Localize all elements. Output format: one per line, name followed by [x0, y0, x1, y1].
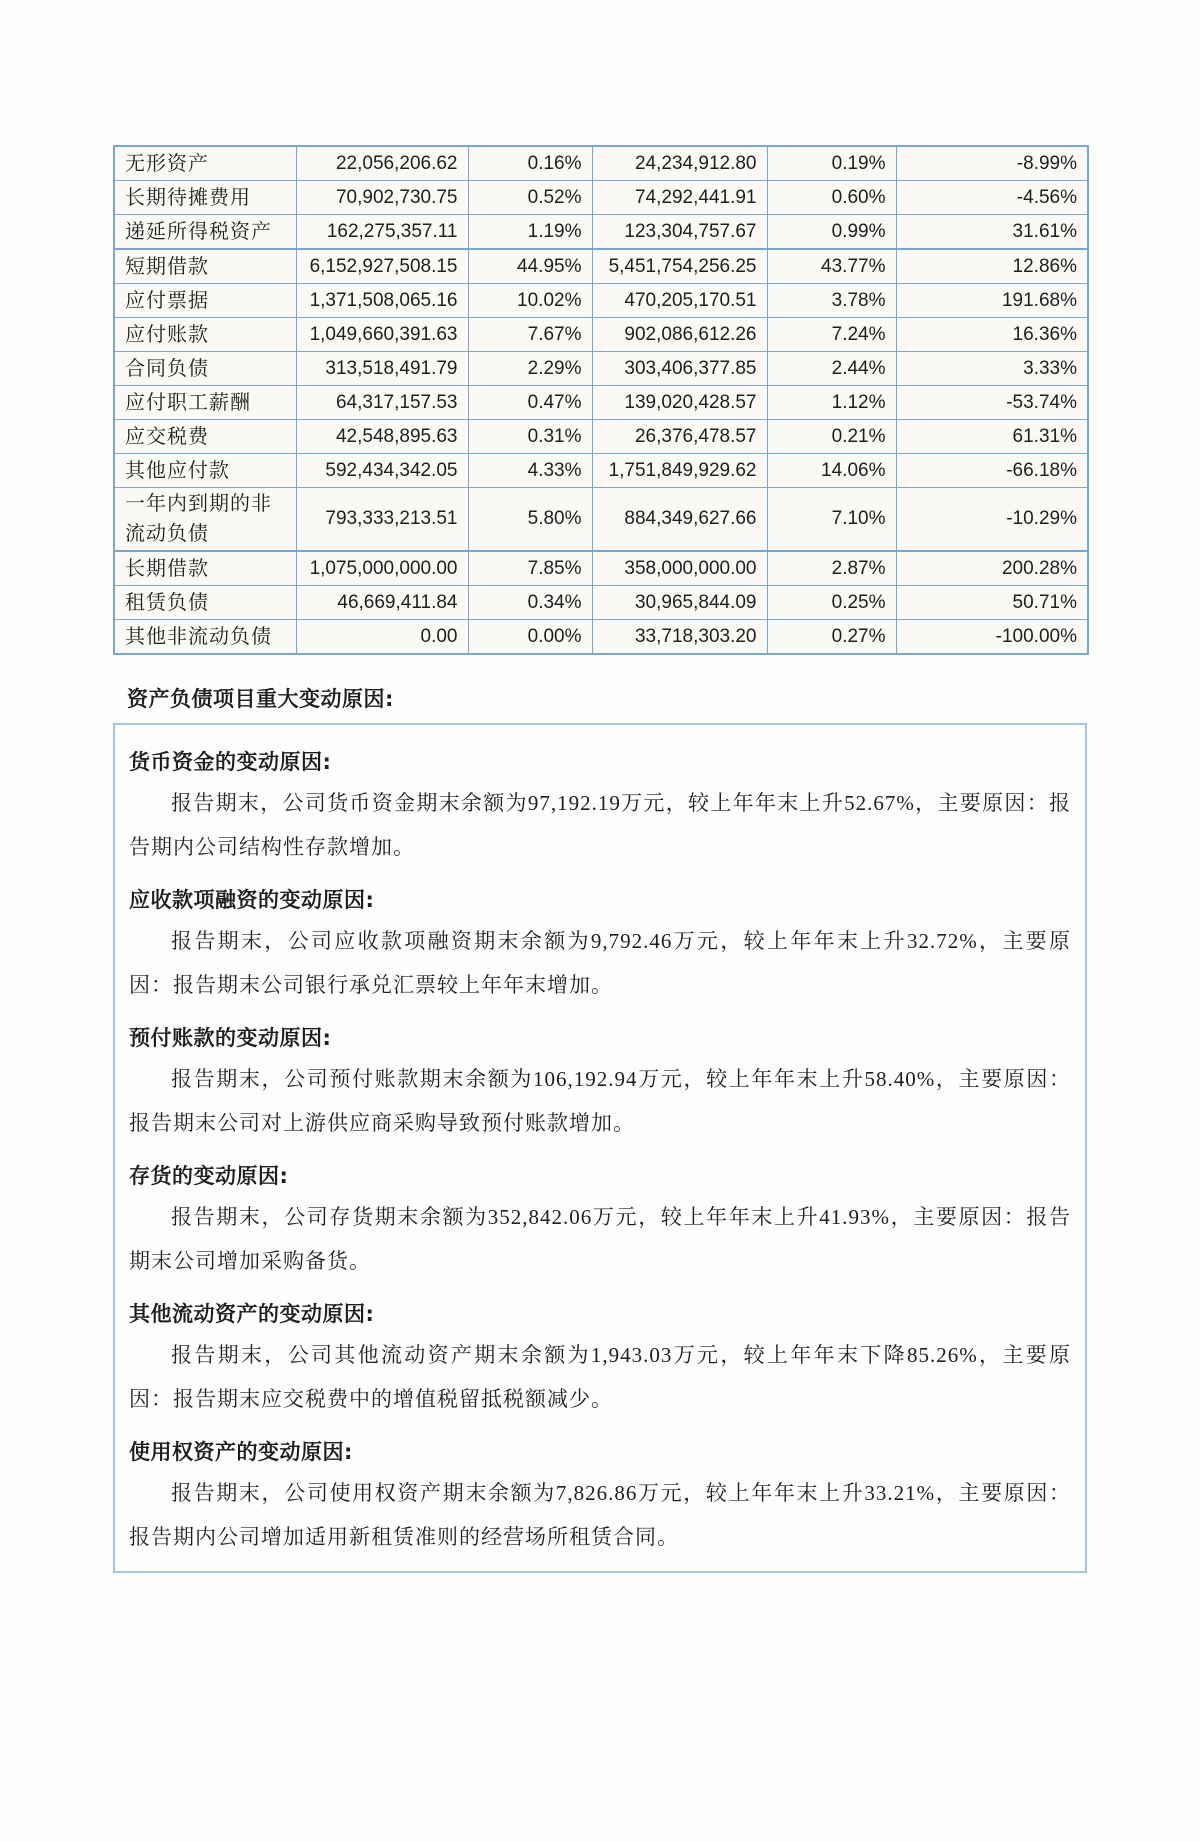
- report-page: [113, 145, 1087, 1573]
- table-row: [114, 146, 1088, 181]
- table-row: [114, 386, 1088, 420]
- table-row: [114, 586, 1088, 620]
- change-ratio-cell: 3.33%: [896, 352, 1088, 386]
- current-amount-cell: 0.00: [296, 620, 468, 655]
- prior-amount-cell: 470,205,170.51: [592, 284, 767, 318]
- current-amount-cell: 1,049,660,391.63: [296, 318, 468, 352]
- reasons-list: [129, 747, 1071, 1559]
- prior-ratio-cell: 14.06%: [767, 454, 896, 488]
- current-amount-cell: 162,275,357.11: [296, 215, 468, 250]
- item-name-cell: 应付票据: [114, 284, 296, 318]
- current-ratio-cell: 44.95%: [468, 249, 592, 284]
- table-row: [114, 454, 1088, 488]
- reason-body: 报告期末，公司货币资金期末余额为97,192.19万元，较上年年末上升52.67%，主要原因：报告期内公司结构性存款增加。: [129, 791, 1071, 859]
- item-name-cell: 其他应付款: [114, 454, 296, 488]
- table-row: [114, 352, 1088, 386]
- prior-amount-cell: 30,965,844.09: [592, 586, 767, 620]
- reason-section: [129, 1437, 1071, 1559]
- prior-amount-cell: 358,000,000.00: [592, 551, 767, 586]
- reason-title: 存货的变动原因:: [129, 1164, 289, 1188]
- table-row: [114, 181, 1088, 215]
- current-ratio-cell: 0.31%: [468, 420, 592, 454]
- item-name-cell: 短期借款: [114, 249, 296, 284]
- change-reasons-box: [113, 723, 1087, 1573]
- prior-ratio-cell: 2.44%: [767, 352, 896, 386]
- change-ratio-cell: 50.71%: [896, 586, 1088, 620]
- table-row: [114, 551, 1088, 586]
- reason-section: [129, 885, 1071, 1007]
- change-ratio-cell: -66.18%: [896, 454, 1088, 488]
- prior-ratio-cell: 7.24%: [767, 318, 896, 352]
- change-ratio-cell: -53.74%: [896, 386, 1088, 420]
- current-amount-cell: 1,075,000,000.00: [296, 551, 468, 586]
- reason-body: 报告期末，公司使用权资产期末余额为7,826.86万元，较上年年末上升33.21%，主要原因：报告期内公司增加适用新租赁准则的经营场所租赁合同。: [129, 1481, 1071, 1549]
- prior-amount-cell: 139,020,428.57: [592, 386, 767, 420]
- item-name-cell: 长期待摊费用: [114, 181, 296, 215]
- current-ratio-cell: 7.67%: [468, 318, 592, 352]
- reason-section: [129, 1161, 1071, 1283]
- change-ratio-cell: 61.31%: [896, 420, 1088, 454]
- prior-ratio-cell: 0.60%: [767, 181, 896, 215]
- prior-ratio-cell: 3.78%: [767, 284, 896, 318]
- table-row: [114, 249, 1088, 284]
- item-name-cell: 应付账款: [114, 318, 296, 352]
- item-name-cell: 递延所得税资产: [114, 215, 296, 250]
- prior-amount-cell: 74,292,441.91: [592, 181, 767, 215]
- current-amount-cell: 22,056,206.62: [296, 146, 468, 181]
- change-ratio-cell: 31.61%: [896, 215, 1088, 250]
- reason-title: 预付账款的变动原因:: [129, 1026, 332, 1050]
- reason-title: 应收款项融资的变动原因:: [129, 888, 375, 912]
- prior-ratio-cell: 0.21%: [767, 420, 896, 454]
- current-amount-cell: 46,669,411.84: [296, 586, 468, 620]
- balance-sheet-items-table: [113, 145, 1089, 655]
- table-body: [114, 146, 1088, 654]
- change-ratio-cell: -4.56%: [896, 181, 1088, 215]
- current-ratio-cell: 5.80%: [468, 488, 592, 552]
- current-ratio-cell: 10.02%: [468, 284, 592, 318]
- item-name-cell: 一年内到期的非流动负债: [114, 488, 296, 552]
- item-name-cell: 应付职工薪酬: [114, 386, 296, 420]
- prior-amount-cell: 24,234,912.80: [592, 146, 767, 181]
- current-amount-cell: 6,152,927,508.15: [296, 249, 468, 284]
- item-name-cell: 应交税费: [114, 420, 296, 454]
- current-amount-cell: 42,548,895.63: [296, 420, 468, 454]
- table-row: [114, 318, 1088, 352]
- reason-section: [129, 1023, 1071, 1145]
- prior-amount-cell: 884,349,627.66: [592, 488, 767, 552]
- current-ratio-cell: 0.52%: [468, 181, 592, 215]
- reason-body: 报告期末，公司存货期末余额为352,842.06万元，较上年年末上升41.93%，主要原因：报告期末公司增加采购备货。: [129, 1205, 1071, 1273]
- prior-ratio-cell: 7.10%: [767, 488, 896, 552]
- current-ratio-cell: 0.47%: [468, 386, 592, 420]
- change-ratio-cell: -10.29%: [896, 488, 1088, 552]
- prior-amount-cell: 303,406,377.85: [592, 352, 767, 386]
- current-ratio-cell: 0.00%: [468, 620, 592, 655]
- table-row: [114, 284, 1088, 318]
- prior-amount-cell: 902,086,612.26: [592, 318, 767, 352]
- current-amount-cell: 70,902,730.75: [296, 181, 468, 215]
- section-heading: 资产负债项目重大变动原因:: [127, 687, 394, 711]
- reason-body: 报告期末，公司预付账款期末余额为106,192.94万元，较上年年末上升58.40%，主要原因：报告期末公司对上游供应商采购导致预付账款增加。: [129, 1067, 1071, 1135]
- table-row: [114, 215, 1088, 250]
- reason-title: 货币资金的变动原因:: [129, 750, 332, 774]
- prior-ratio-cell: 0.19%: [767, 146, 896, 181]
- prior-amount-cell: 33,718,303.20: [592, 620, 767, 655]
- change-ratio-cell: 200.28%: [896, 551, 1088, 586]
- current-amount-cell: 64,317,157.53: [296, 386, 468, 420]
- current-amount-cell: 313,518,491.79: [296, 352, 468, 386]
- current-amount-cell: 793,333,213.51: [296, 488, 468, 552]
- item-name-cell: 长期借款: [114, 551, 296, 586]
- table-row: [114, 488, 1088, 552]
- current-ratio-cell: 7.85%: [468, 551, 592, 586]
- prior-ratio-cell: 1.12%: [767, 386, 896, 420]
- reason-title: 其他流动资产的变动原因:: [129, 1302, 375, 1326]
- current-ratio-cell: 0.34%: [468, 586, 592, 620]
- item-name-cell: 无形资产: [114, 146, 296, 181]
- prior-amount-cell: 123,304,757.67: [592, 215, 767, 250]
- prior-amount-cell: 1,751,849,929.62: [592, 454, 767, 488]
- prior-ratio-cell: 0.25%: [767, 586, 896, 620]
- prior-ratio-cell: 43.77%: [767, 249, 896, 284]
- current-ratio-cell: 0.16%: [468, 146, 592, 181]
- change-ratio-cell: 16.36%: [896, 318, 1088, 352]
- current-amount-cell: 1,371,508,065.16: [296, 284, 468, 318]
- reason-body: 报告期末，公司其他流动资产期末余额为1,943.03万元，较上年年末下降85.26%，主要原因：报告期末应交税费中的增值税留抵税额减少。: [129, 1343, 1071, 1411]
- change-ratio-cell: -8.99%: [896, 146, 1088, 181]
- current-ratio-cell: 2.29%: [468, 352, 592, 386]
- item-name-cell: 其他非流动负债: [114, 620, 296, 655]
- prior-ratio-cell: 0.27%: [767, 620, 896, 655]
- prior-ratio-cell: 0.99%: [767, 215, 896, 250]
- change-ratio-cell: 191.68%: [896, 284, 1088, 318]
- change-ratio-cell: -100.00%: [896, 620, 1088, 655]
- item-name-cell: 合同负债: [114, 352, 296, 386]
- current-ratio-cell: 4.33%: [468, 454, 592, 488]
- item-name-cell: 租赁负债: [114, 586, 296, 620]
- prior-amount-cell: 5,451,754,256.25: [592, 249, 767, 284]
- table-row: [114, 420, 1088, 454]
- reason-body: 报告期末，公司应收款项融资期末余额为9,792.46万元，较上年年末上升32.72%，主要原因：报告期末公司银行承兑汇票较上年年末增加。: [129, 929, 1071, 997]
- reason-section: [129, 1299, 1071, 1421]
- table-row: [114, 620, 1088, 655]
- reason-title: 使用权资产的变动原因:: [129, 1440, 353, 1464]
- reason-section: [129, 747, 1071, 869]
- prior-amount-cell: 26,376,478.57: [592, 420, 767, 454]
- change-ratio-cell: 12.86%: [896, 249, 1088, 284]
- current-ratio-cell: 1.19%: [468, 215, 592, 250]
- prior-ratio-cell: 2.87%: [767, 551, 896, 586]
- current-amount-cell: 592,434,342.05: [296, 454, 468, 488]
